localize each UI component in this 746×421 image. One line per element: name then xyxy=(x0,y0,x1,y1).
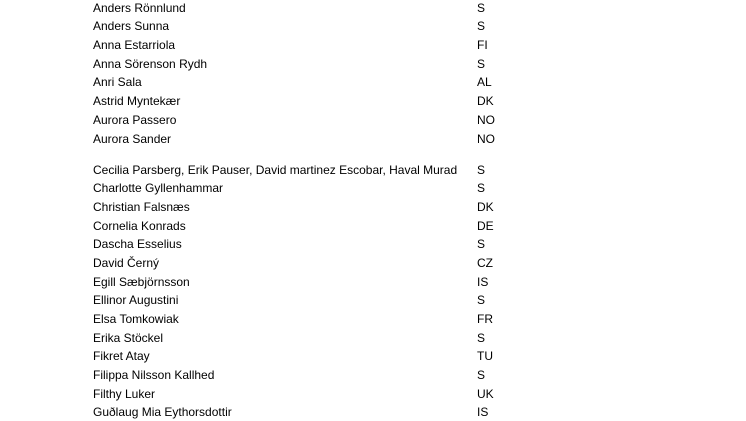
table-row xyxy=(0,0,746,17)
artist-name: Egill Sæbjörnsson xyxy=(93,274,190,289)
country-code: IS xyxy=(477,405,489,420)
artist-name: Cornelia Konrads xyxy=(93,218,186,233)
table-row xyxy=(0,73,746,92)
country-code: DK xyxy=(477,94,494,109)
country-code: FR xyxy=(477,312,493,326)
country-code: S xyxy=(477,330,486,345)
artist-name: Ellinor Augustini xyxy=(93,293,179,308)
artist-name: Filippa Nilsson Kallhed xyxy=(93,368,215,383)
artist-name: Anna Estarriola xyxy=(93,38,176,53)
country-code: IS xyxy=(477,274,489,289)
artist-name: Guðlaug Mia Eythorsdottir xyxy=(93,405,232,420)
table-row xyxy=(0,110,746,129)
country-code: S xyxy=(477,0,486,15)
country-code: AL xyxy=(477,75,492,90)
table-row xyxy=(0,35,746,54)
table-row xyxy=(0,148,746,179)
table-row xyxy=(0,235,746,254)
country-code: TU xyxy=(477,349,493,364)
country-code: S xyxy=(477,56,486,71)
artist-name: Charlotte Gyllenhammar xyxy=(93,181,224,196)
country-code: S xyxy=(477,162,486,177)
country-code: S xyxy=(477,237,486,252)
table-row xyxy=(0,17,746,36)
artist-name: Aurora Sander xyxy=(93,131,172,146)
table-row xyxy=(0,272,746,291)
table-row xyxy=(0,54,746,73)
country-code: UK xyxy=(477,386,494,401)
country-code: NO xyxy=(477,131,495,146)
artist-name: Filthy Luker xyxy=(93,386,156,401)
country-code: DE xyxy=(477,218,494,233)
artist-name: Elsa Tomkowiak xyxy=(93,312,179,326)
table-row xyxy=(0,384,746,403)
table-row xyxy=(0,347,746,366)
artist-name: Cecilia Parsberg, Erik Pauser, David martinez Escobar, Haval Murad xyxy=(93,162,458,177)
table-row xyxy=(0,91,746,110)
table-row xyxy=(0,365,746,384)
table-row xyxy=(0,403,746,421)
table-row xyxy=(0,197,746,216)
country-code: S xyxy=(477,368,486,383)
table-row xyxy=(0,216,746,235)
artist-name: Aurora Passero xyxy=(93,112,177,127)
artist-name: Anders Rönnlund xyxy=(93,0,186,15)
artist-name: Erika Stöckel xyxy=(93,330,164,345)
country-code: S xyxy=(477,181,486,196)
country-code: CZ xyxy=(477,255,493,270)
artist-name: Anri Sala xyxy=(93,75,142,90)
table-row xyxy=(0,291,746,310)
country-code: S xyxy=(477,293,486,308)
country-code: NO xyxy=(477,112,495,127)
artist-name: Fikret Atay xyxy=(93,349,150,364)
table-row xyxy=(0,179,746,198)
artist-name: David Černý xyxy=(93,255,160,270)
artist-name: Anna Sörenson Rydh xyxy=(93,56,208,71)
table-row xyxy=(0,253,746,272)
country-code: S xyxy=(477,19,486,34)
artist-name: Anders Sunna xyxy=(93,19,170,34)
artist-name: Astrid Myntekær xyxy=(93,94,181,109)
country-code: DK xyxy=(477,199,494,214)
table-row xyxy=(0,129,746,148)
artist-name: Christian Falsnæs xyxy=(93,199,190,214)
table-row xyxy=(0,328,746,347)
country-code: FI xyxy=(477,38,488,53)
artist-name: Dascha Esselius xyxy=(93,237,182,252)
table-row xyxy=(0,309,746,328)
